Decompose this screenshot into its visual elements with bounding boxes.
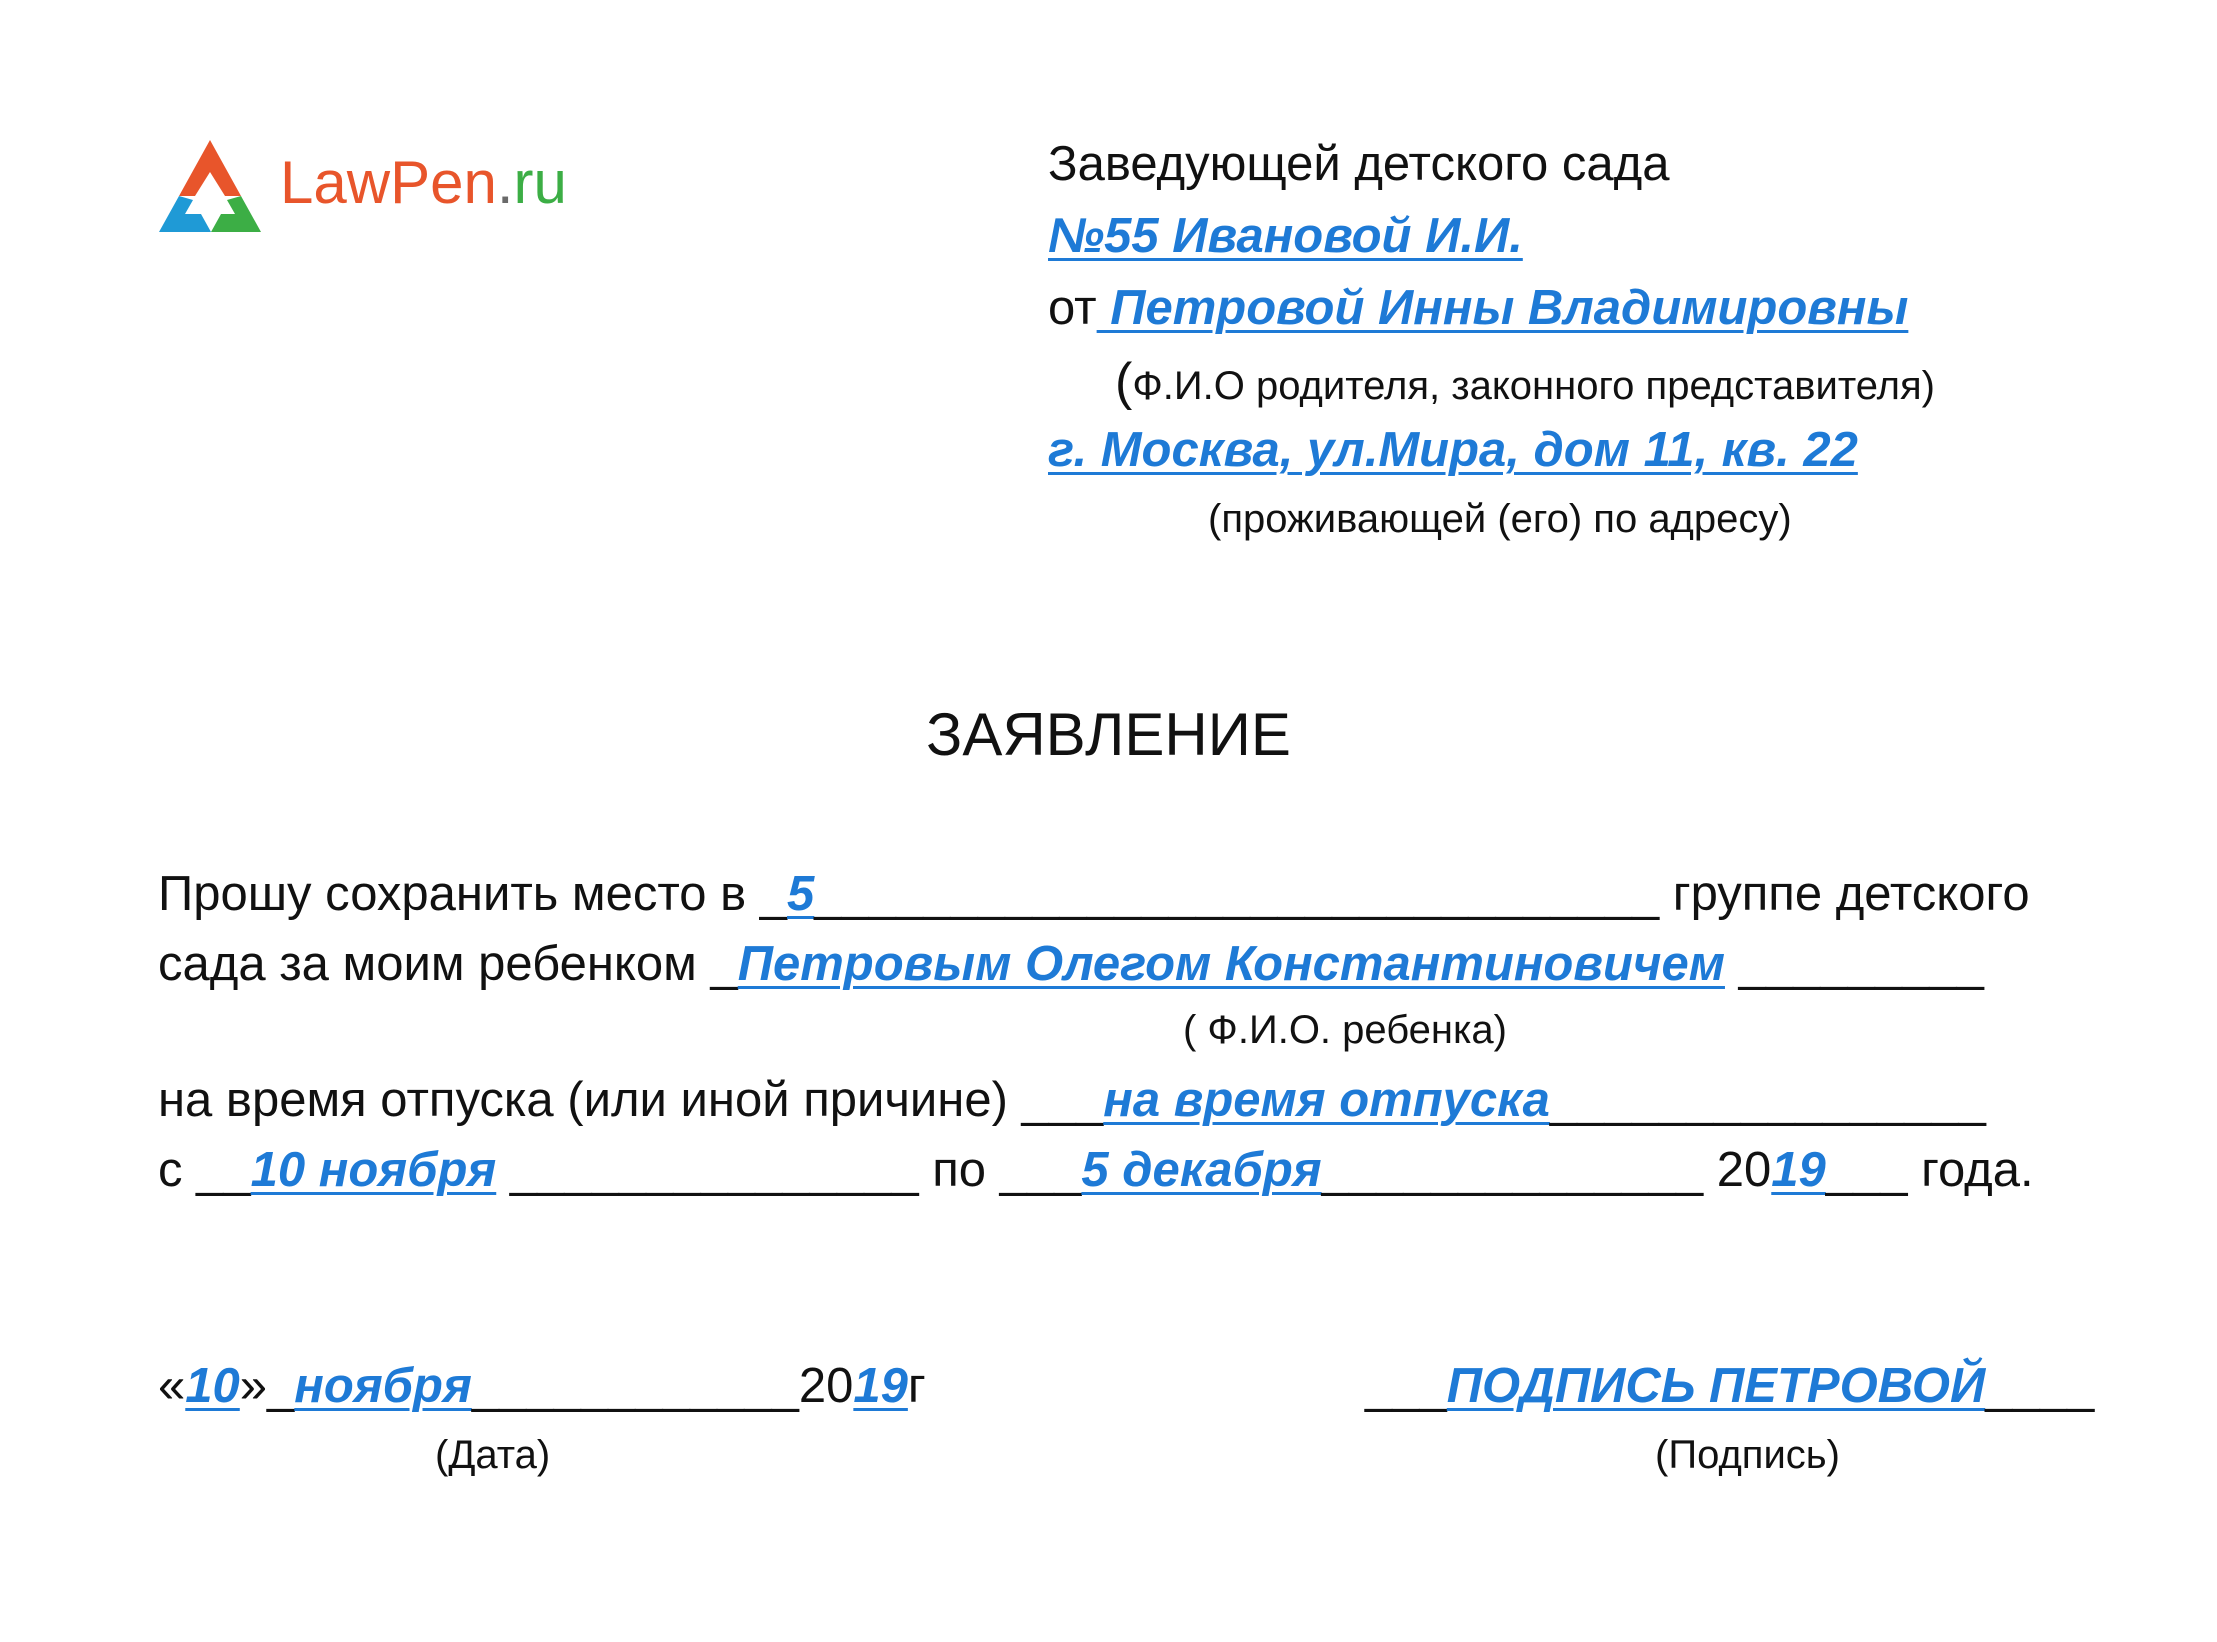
l4-mid1: _______________ по ___	[496, 1143, 1082, 1197]
body-line-1	[158, 866, 2030, 922]
body-line-3	[158, 1072, 1986, 1128]
date-line: ____________20	[471, 1359, 854, 1413]
addressee-title: Заведующей детского сада	[1048, 137, 1670, 191]
kindergarten-head-name: №55 Ивановой И.И.	[1048, 209, 1523, 263]
l3-suffix: ________________	[1549, 1073, 1986, 1127]
sign-suffix: ____	[1985, 1359, 2095, 1413]
caption-parent-paren: (	[1115, 353, 1133, 411]
caption-child	[1183, 1008, 1507, 1053]
caption-parent-text: Ф.И.О родителя, законного представителя)	[1132, 364, 1935, 408]
start-date: 10 ноября	[250, 1143, 497, 1197]
caption-parent	[1115, 352, 1935, 412]
logo-part-ru: ru	[513, 149, 567, 216]
lawpen-logo	[155, 138, 635, 238]
signature-value: ПОДПИСЬ ПЕТРОВОЙ	[1446, 1359, 1986, 1413]
date-year: 19	[853, 1359, 908, 1413]
logo-dot: .	[496, 149, 514, 216]
absence-reason: на время отпуска	[1103, 1073, 1550, 1127]
caption-signature	[1655, 1433, 1840, 1478]
logo-wordmark	[280, 148, 567, 217]
l1-prefix: Прошу сохранить место в _	[158, 867, 788, 921]
l1-suffix: _______________________________ группе детского	[814, 867, 2030, 921]
body-line-4	[158, 1142, 2034, 1198]
year-suffix: 19	[1771, 1143, 1826, 1197]
caption-date	[435, 1433, 550, 1478]
from-prefix: от	[1048, 281, 1097, 335]
date-open: «	[158, 1359, 186, 1413]
footer-signature	[1365, 1358, 2094, 1414]
caption-address	[1208, 497, 1792, 542]
document-title: ЗАЯВЛЕНИЕ	[926, 701, 1291, 768]
l4-mid2: ______________ 20	[1321, 1143, 1772, 1197]
caption-child-text: ( Ф.И.О. ребенка)	[1183, 1008, 1507, 1052]
end-date: 5 декабря	[1081, 1143, 1322, 1197]
header-line-kindergarten	[1048, 209, 1523, 263]
l4-prefix: с __	[158, 1143, 251, 1197]
header-line-addressee	[1048, 137, 1670, 191]
date-mid: »_	[239, 1359, 295, 1413]
footer-date	[158, 1358, 926, 1414]
l2-suffix: _________	[1724, 937, 1984, 991]
caption-address-text: (проживающей (его) по адресу)	[1208, 497, 1792, 541]
date-suffix: г	[907, 1359, 926, 1413]
logo-part-law: Law	[280, 149, 391, 216]
header-line-address	[1048, 423, 1858, 477]
parent-address: г. Москва, ул.Мира, дом 11, кв. 22	[1048, 423, 1858, 477]
logo-part-pen: Pen	[390, 149, 497, 216]
child-name: Петровым Олегом Константиновичем	[737, 937, 1725, 991]
date-day: 10	[185, 1359, 240, 1413]
parent-name: Петровой Инны Владимировны	[1096, 281, 1909, 335]
caption-date-text: (Дата)	[435, 1433, 551, 1477]
triangle-logo-icon	[155, 138, 265, 238]
l4-suffix: ___ года.	[1825, 1143, 2034, 1197]
sign-prefix: ___	[1365, 1359, 1447, 1413]
l2-prefix: сада за моим ребенком _	[158, 937, 738, 991]
header-line-from	[1048, 281, 1909, 335]
group-number: 5	[787, 867, 815, 921]
caption-signature-text: (Подпись)	[1655, 1433, 1840, 1477]
l3-prefix: на время отпуска (или иной причине) ___	[158, 1073, 1104, 1127]
body-line-2	[158, 936, 1984, 992]
date-month: ноября	[294, 1359, 472, 1413]
